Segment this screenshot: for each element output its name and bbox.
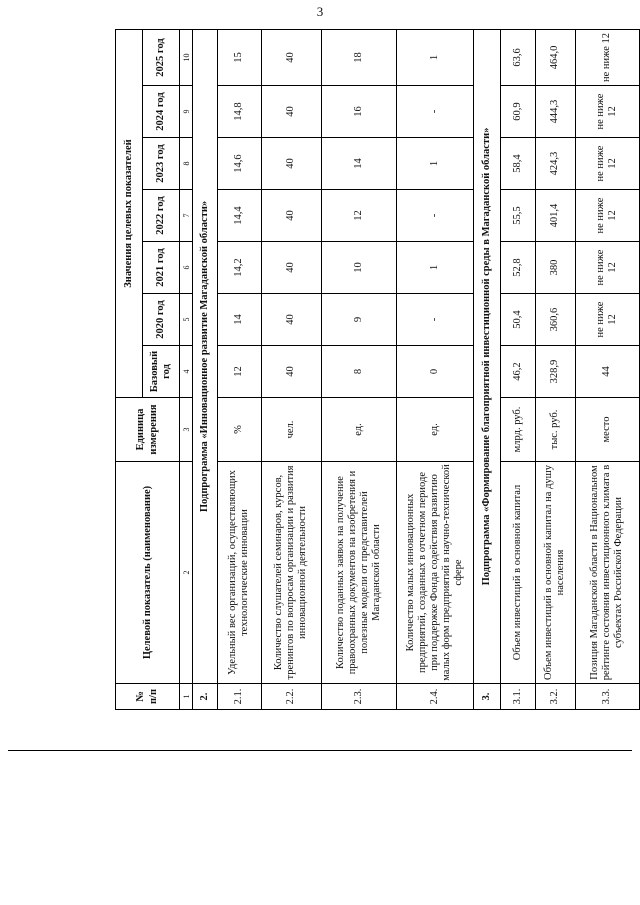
value-cell: не ниже 12 (575, 138, 639, 190)
indicator-name: Количество поданных заявок на получение правоохранных документов на изобретения и полезные модели от представителей Магаданской области (321, 462, 396, 684)
table-row (396, 29, 473, 709)
value-cell: 40 (261, 346, 321, 398)
indicator-name: Удельный вес организаций, осуществляющих технологические инновации (217, 462, 261, 684)
value-cell: не ниже 12 (575, 242, 639, 294)
column-number: 10 (180, 29, 193, 85)
value-cell: 444,3 (536, 86, 576, 138)
value-cell: 380 (536, 242, 576, 294)
value-cell: 1 (396, 29, 473, 85)
value-cell: 14 (217, 294, 261, 346)
header-target-values: Значения целевых показателей (116, 29, 143, 397)
value-cell: 40 (261, 29, 321, 85)
column-number: 7 (180, 190, 193, 242)
indicator-name: Количество слушателей семинаров, курсов, тренингов по вопросам организации и развития инновационной деятельности (261, 462, 321, 684)
horizontal-rule (8, 750, 632, 751)
header-year: 2020 год (142, 294, 180, 346)
value-cell: 1 (396, 242, 473, 294)
value-cell: 46,2 (500, 346, 535, 398)
value-cell: 15 (217, 29, 261, 85)
value-cell: не ниже 12 (575, 294, 639, 346)
table-row (217, 29, 261, 709)
subprogram-title: Подпрограмма «Инновационное развитие Магаданской области» (193, 29, 217, 683)
value-cell: 12 (217, 346, 261, 398)
value-cell: 464,0 (536, 29, 576, 85)
indicator-name: Объем инвестиций в основной капитал на душу населения (536, 462, 576, 684)
value-cell: - (396, 86, 473, 138)
rotated-table-wrapper (115, 30, 640, 710)
row-number: 2.1. (217, 684, 261, 710)
value-cell: 14,6 (217, 138, 261, 190)
value-cell: 14 (321, 138, 396, 190)
value-cell: 40 (261, 294, 321, 346)
value-cell: 424,3 (536, 138, 576, 190)
header-year: 2021 год (142, 242, 180, 294)
value-cell: не ниже 12 (575, 29, 639, 85)
header-unit: Единица измерения (116, 398, 180, 462)
value-cell: 14,4 (217, 190, 261, 242)
value-cell: 10 (321, 242, 396, 294)
subprogram-title: Подпрограмма «Формирование благоприятной инвестиционной среды в Магаданской области» (474, 29, 501, 683)
column-number: 2 (180, 462, 193, 684)
value-cell: 60,9 (500, 86, 535, 138)
value-cell: 18 (321, 29, 396, 85)
value-cell: 1 (396, 138, 473, 190)
indicator-name: Позиция Магаданской области в Национальном рейтинге состояния инвестиционного климата в субъектах Российской Федерации (575, 462, 639, 684)
value-cell: не ниже 12 (575, 86, 639, 138)
value-cell: 8 (321, 346, 396, 398)
header-name: Целевой показатель (наименование) (116, 462, 180, 684)
indicator-unit: тыс. руб. (536, 398, 576, 462)
subprogram-row (193, 29, 217, 709)
column-number: 8 (180, 138, 193, 190)
target-indicators-table (115, 29, 640, 710)
value-cell: 360,6 (536, 294, 576, 346)
row-number: 3.1. (500, 684, 535, 710)
column-numbers-row (180, 29, 193, 709)
column-number: 3 (180, 398, 193, 462)
subprogram-number: 2. (193, 684, 217, 710)
value-cell: 0 (396, 346, 473, 398)
indicator-unit: ед. (396, 398, 473, 462)
value-cell: 50,4 (500, 294, 535, 346)
header-year: 2023 год (142, 138, 180, 190)
subprogram-number: 3. (474, 684, 501, 710)
indicator-unit: % (217, 398, 261, 462)
row-number: 3.3. (575, 684, 639, 710)
row-number: 2.3. (321, 684, 396, 710)
indicator-unit: ед. (321, 398, 396, 462)
value-cell: - (396, 294, 473, 346)
column-number: 9 (180, 86, 193, 138)
value-cell: 40 (261, 86, 321, 138)
value-cell: 44 (575, 346, 639, 398)
column-number: 1 (180, 684, 193, 710)
value-cell: 58,4 (500, 138, 535, 190)
value-cell: - (396, 190, 473, 242)
indicator-unit: чел. (261, 398, 321, 462)
header-year: 2022 год (142, 190, 180, 242)
subprogram-row (474, 29, 501, 709)
page-number: 3 (316, 4, 324, 19)
value-cell: 40 (261, 242, 321, 294)
header-year: 2024 год (142, 86, 180, 138)
value-cell: 328,9 (536, 346, 576, 398)
row-number: 2.2. (261, 684, 321, 710)
header-year: Базовый год (142, 346, 180, 398)
column-number: 4 (180, 346, 193, 398)
header-no: № п/п (116, 684, 180, 710)
table-row (500, 29, 535, 709)
value-cell: 14,2 (217, 242, 261, 294)
value-cell: 40 (261, 138, 321, 190)
table-row (575, 29, 639, 709)
value-cell: 12 (321, 190, 396, 242)
value-cell: 52,8 (500, 242, 535, 294)
column-number: 5 (180, 294, 193, 346)
value-cell: 14,8 (217, 86, 261, 138)
indicator-name: Количество малых инновационных предприятий, созданных в отчетном периоде при поддержке Фонда содействия развитию малых форм предприятий в научно-технической сфере (396, 462, 473, 684)
value-cell: 9 (321, 294, 396, 346)
value-cell: 55,5 (500, 190, 535, 242)
row-number: 3.2. (536, 684, 576, 710)
indicator-unit: место (575, 398, 639, 462)
header-row-1 (116, 29, 143, 709)
table-row (321, 29, 396, 709)
value-cell: 16 (321, 86, 396, 138)
table-row (536, 29, 576, 709)
value-cell: 63,6 (500, 29, 535, 85)
table-row (261, 29, 321, 709)
value-cell: не ниже 12 (575, 190, 639, 242)
row-number: 2.4. (396, 684, 473, 710)
value-cell: 40 (261, 190, 321, 242)
indicator-unit: млрд. руб. (500, 398, 535, 462)
header-year: 2025 год (142, 29, 180, 85)
column-number: 6 (180, 242, 193, 294)
indicator-name: Объем инвестиций в основной капитал (500, 462, 535, 684)
value-cell: 401,4 (536, 190, 576, 242)
